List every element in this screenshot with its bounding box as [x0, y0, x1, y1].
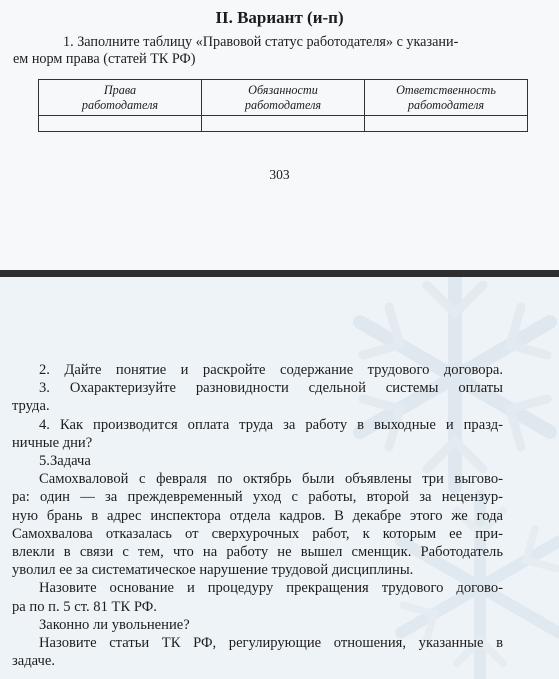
- lower-page: [0, 277, 559, 679]
- text-line: уволил ее за систематическое нарушение трудовой дисциплины.: [12, 562, 414, 579]
- table-header-rights: Права работодателя: [39, 80, 202, 116]
- text-line: 2. Дайте понятие и раскройте содержание трудового договора.: [39, 362, 503, 378]
- tasks-text: [12, 361, 503, 670]
- table-header-liability: Ответственность работодателя: [365, 80, 528, 116]
- table-header-row: [39, 80, 528, 116]
- table-row: [39, 116, 528, 132]
- text-line: труда.: [12, 398, 50, 415]
- text-line: Самохваловой с февраля по октябрь были объявлены три выгово-: [39, 471, 503, 488]
- variant-title: II. Вариант (и-п): [215, 8, 344, 27]
- text-line: Назовите статьи ТК РФ, регулирующие отношения, указанные в: [39, 635, 503, 652]
- text-line: 3. Охарактеризуйте разновидности сдельной системы оплаты: [39, 380, 503, 397]
- text-line: Законно ли увольнение?: [39, 616, 190, 633]
- text-line: ра: один — за преждевременный уход с работы, второй за нецензур-: [12, 489, 503, 506]
- task1-line-1: 1. Заполните таблицу «Правовой статус работодателя» с указани-: [63, 34, 459, 50]
- text-line: ную брань в адрес инспектора отдела кадров. В декабре этого же года: [12, 507, 503, 524]
- text-line: задаче.: [12, 653, 56, 670]
- page-divider: [0, 270, 559, 277]
- text-line: 5.Задача: [39, 453, 91, 470]
- text-line: ра по п. 5 ст. 81 ТК РФ.: [12, 598, 157, 615]
- table-cell: [365, 116, 528, 132]
- text-line: Самохвалова отказалась от сверхурочных работ, к которым ее при-: [12, 525, 503, 542]
- page-number: 303: [269, 167, 290, 182]
- text-line: влекли в связи с тем, что на работу не вышел сменщик. Работодатель: [12, 544, 503, 561]
- upper-page: [0, 0, 559, 270]
- table-header-duties: Обязанности работодателя: [202, 80, 365, 116]
- text-line: 4. Как производится оплата труда за работу в выходные и празд-: [39, 416, 503, 433]
- legal-status-table: [38, 79, 528, 132]
- task1-instruction: [13, 34, 533, 68]
- text-line: ничные дни?: [12, 434, 93, 451]
- task1-line-2: ем норм права (статей ТК РФ): [13, 51, 196, 67]
- table-cell: [202, 116, 365, 132]
- table-cell: [39, 116, 202, 132]
- text-line: Назовите основание и процедуру прекращения трудового догово-: [39, 580, 503, 597]
